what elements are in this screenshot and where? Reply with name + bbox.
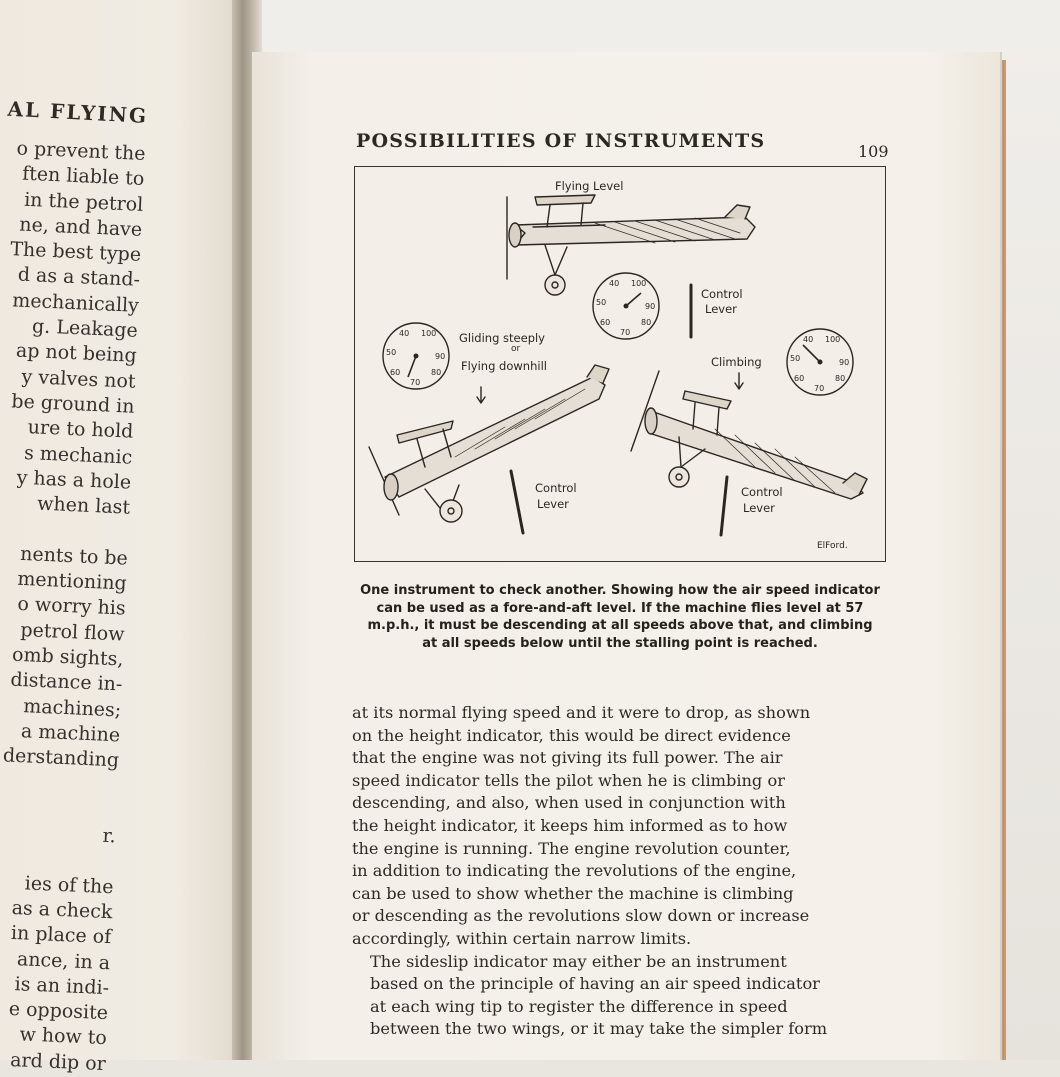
- artist-signature: ElFord.: [817, 541, 848, 551]
- left-page: [0, 0, 248, 1075]
- left-text-line: distance in-: [10, 668, 123, 696]
- left-text-line: nents to be: [19, 542, 129, 570]
- paragraph-1: [352, 702, 892, 951]
- left-text-line: mentioning: [16, 567, 128, 595]
- body-text-line: accordingly, within certain narrow limits.: [352, 928, 692, 948]
- body-text-line: speed indicator tells the pilot when he is climbing or: [352, 770, 785, 790]
- left-text-line: omb sights,: [11, 643, 124, 671]
- body-text-line: based on the principle of having an air speed indicator: [370, 974, 820, 994]
- left-text-line: in the petrol: [23, 188, 144, 216]
- body-text-line: descending, and also, when used in conjunction with: [352, 793, 786, 813]
- label-gliding-steeply: Gliding steeply: [459, 331, 545, 345]
- svg-text:90: 90: [839, 358, 850, 367]
- left-text-line: machines;: [22, 694, 122, 721]
- left-text-line: as a check: [11, 896, 113, 924]
- left-text-line: g. Leakage: [31, 315, 139, 342]
- body-text-line: can be used to show whether the machine is climbing: [352, 883, 794, 903]
- svg-text:90: 90: [645, 302, 656, 311]
- label-control-climbing-1: Control: [741, 485, 783, 499]
- svg-text:100: 100: [631, 279, 647, 288]
- body-text-line: The sideslip indicator may either be an instrument: [370, 951, 787, 971]
- svg-text:70: 70: [410, 378, 421, 387]
- label-control-gliding-2: Lever: [537, 497, 569, 511]
- left-text-line: derstanding: [2, 744, 120, 772]
- left-running-head: AL FLYING: [7, 96, 149, 128]
- figure-caption: One instrument to check another. Showing how the air speed indicator can be used as a fore-and-aft level. If the machine flies level at 57 m.p.h., it must be descending at all speeds above that, and climbing at all speeds below until the stalling point is reached.: [360, 583, 880, 651]
- body-text: [352, 702, 892, 1041]
- label-control-level-2: Lever: [705, 302, 737, 316]
- left-text-line: ard dip or: [9, 1048, 107, 1075]
- running-head: POSSIBILITIES OF INSTRUMENTS: [356, 130, 766, 152]
- paragraph-2: [352, 951, 892, 1041]
- left-text-line: d as a stand-: [17, 264, 141, 292]
- body-text-line: at each wing tip to register the difference in speed: [370, 996, 788, 1016]
- airspeed-dial-level: [591, 271, 661, 341]
- left-text-line: in place of: [10, 922, 112, 949]
- svg-text:60: 60: [794, 374, 805, 383]
- svg-text:80: 80: [641, 318, 652, 327]
- svg-text:90: 90: [435, 352, 446, 361]
- body-text-line: the engine is running. The engine revolution counter,: [352, 838, 791, 858]
- label-flying-level: Flying Level: [555, 179, 624, 193]
- svg-text:50: 50: [596, 298, 607, 307]
- svg-text:100: 100: [825, 335, 841, 344]
- body-text-line: or descending as the revolutions slow down or increase: [352, 906, 810, 926]
- body-text-line: that the engine was not giving its full power. The air: [352, 748, 783, 768]
- svg-text:80: 80: [431, 368, 442, 377]
- svg-text:70: 70: [814, 384, 825, 393]
- svg-text:70: 70: [620, 328, 631, 337]
- svg-text:50: 50: [386, 348, 397, 357]
- left-text-line: ies of the: [24, 872, 114, 898]
- svg-text:40: 40: [803, 335, 814, 344]
- body-text-line: on the height indicator, this would be direct evidence: [352, 725, 791, 745]
- left-text-line: The best type: [9, 238, 142, 267]
- airspeed-dial-gliding: [381, 321, 451, 391]
- left-text-line: y valves not: [21, 365, 137, 393]
- svg-text:50: 50: [790, 354, 801, 363]
- svg-text:60: 60: [600, 318, 611, 327]
- left-text-line: is an indi-: [14, 972, 110, 999]
- svg-text:40: 40: [609, 279, 620, 288]
- left-text-line: y has a hole: [16, 466, 132, 494]
- left-text-line: ne, and have: [18, 213, 143, 241]
- control-lever-climbing: [721, 477, 727, 535]
- body-text-line: between the two wings, or it may take the simpler form: [370, 1019, 828, 1039]
- airspeed-dial-climbing: [785, 327, 855, 397]
- label-control-gliding-1: Control: [535, 481, 577, 495]
- body-text-line: in addition to indicating the revolutions of the engine,: [352, 861, 797, 881]
- left-text-column: [0, 136, 146, 1077]
- left-text-line: w how to: [19, 1023, 108, 1050]
- left-text-line: mechanically: [11, 289, 140, 317]
- svg-text:100: 100: [421, 329, 437, 338]
- left-text-line: be ground in: [10, 390, 135, 418]
- left-text-line: ance, in a: [16, 947, 111, 974]
- left-text-line: ure to hold: [27, 416, 134, 443]
- left-text-line: e opposite: [8, 997, 109, 1025]
- label-gliding-or: or: [511, 344, 521, 354]
- left-text-line: petrol flow: [20, 618, 125, 646]
- svg-text:40: 40: [399, 329, 410, 338]
- left-text-line: s mechanic: [23, 441, 133, 469]
- left-text-line: ften liable to: [21, 162, 145, 191]
- label-climbing: Climbing: [711, 355, 762, 369]
- page-number: 109: [858, 142, 889, 161]
- left-text-line: a machine: [20, 719, 121, 747]
- label-control-climbing-2: Lever: [743, 501, 775, 515]
- control-lever-gliding: [511, 471, 523, 533]
- body-text-line: at its normal flying speed and it were to drop, as shown: [352, 703, 811, 722]
- svg-text:60: 60: [390, 368, 401, 377]
- label-flying-downhill: Flying downhill: [461, 359, 547, 373]
- illustration-figure: [354, 166, 886, 562]
- label-control-level-1: Control: [701, 287, 743, 301]
- svg-text:80: 80: [835, 374, 846, 383]
- left-text-line: ap not being: [15, 339, 138, 368]
- left-text-line: when last: [36, 492, 131, 519]
- body-text-line: the height indicator, it keeps him informed as to how: [352, 815, 788, 835]
- left-text-line: o prevent the: [16, 137, 146, 165]
- left-text-line: r.: [102, 824, 117, 848]
- left-text-line: o worry his: [17, 593, 127, 620]
